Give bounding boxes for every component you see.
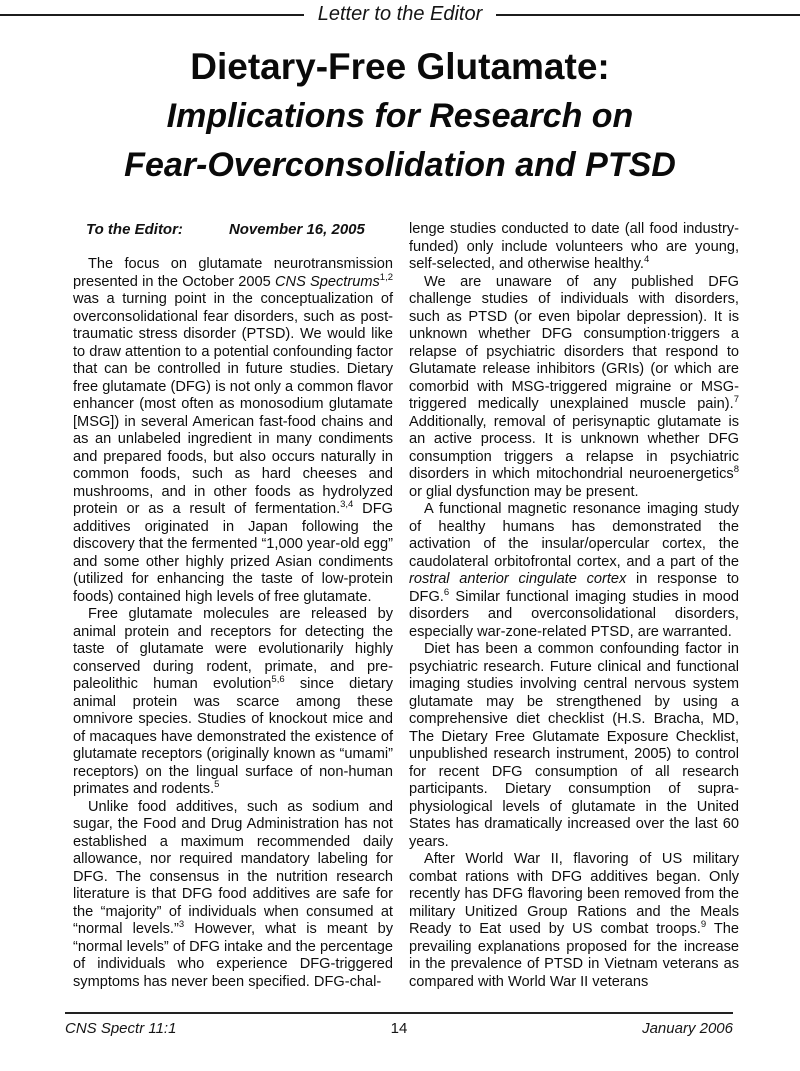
paragraph — [409, 274, 739, 502]
text-segment: in response to DFG. — [409, 571, 739, 605]
page-footer — [65, 1012, 733, 1037]
text-segment: Similar functional imaging studies in mood disorders and overconsolidational disorders, especially war-zone-related PTSD, are warranted. — [409, 588, 739, 640]
running-head — [0, 3, 800, 26]
article-body — [0, 221, 800, 991]
reference-superscript: 3 — [178, 919, 185, 931]
footer-issue-date: January 2006 — [642, 1020, 733, 1037]
reference-superscript: 4 — [643, 254, 650, 266]
text-segment: The prevailing explanations proposed for the increase in the prevalence of PTSD in Vietnam veterans as compared with World War II veterans — [409, 921, 739, 990]
right-column-paragraphs — [409, 221, 739, 991]
right-column — [409, 221, 739, 991]
reference-superscript: 1,2 — [379, 271, 393, 283]
left-column — [73, 221, 393, 991]
reference-superscript: 5,6 — [271, 674, 285, 686]
running-head-title: Letter to the Editor — [317, 3, 483, 25]
text-segment: We are unaware of any published DFG challenge studies of individuals with disorders, such as PTSD (or even bipolar depression). It is unknown whether DFG consumption·triggers a relapse of psychiatric disorders that respond to Glutamate release inhibitors (GRIs) (or which are comorbid with MSG-triggered migraine or MSG-triggered medically unexplained muscle pain). — [409, 273, 739, 412]
text-segment: After World War II, flavoring of US military combat rations with DFG additives began. Only recently has DFG flavoring been removed from the military Unitized Group Rations and the Meals Ready to Eat used by US combat troops. — [409, 851, 739, 937]
text-segment: Diet has been a common confounding factor in psychiatric research. Future clinical and functional imaging studies involving central nervous system glutamate may be strengthened by using a comprehensive diet checklist (H.S. Bracha, MD, The Dietary Free Glutamate Exposure Checklist, unpublished research instrument, 2005) to control for recent DFG consumption of all research participants. Dietary consumption of supra-physiological levels of glutamate in the United States has dramatically increased over the last 60 years. — [409, 641, 739, 850]
salutation: To the Editor: — [86, 221, 183, 238]
reference-superscript: 3,4 — [340, 499, 354, 511]
article-title-line1: Dietary-Free Glutamate: — [190, 46, 610, 87]
reference-superscript: 5 — [214, 779, 220, 791]
text-segment: since dietary animal protein was scarce among these omnivore species. Studies of knockout mice and of macaques have demonstrated the existence of glutamate receptors (originally known as “umami” receptors) on the lingual surface of non-human primates and rodents. — [73, 676, 393, 797]
text-segment: rostral anterior cingulate cortex — [409, 571, 627, 587]
running-head-rule-right — [496, 14, 800, 16]
paragraph — [409, 221, 739, 274]
text-segment: CNS Spectrums — [275, 273, 380, 290]
text-segment: However, what is meant by “normal levels” of DFG intake and the percentage of individuals who experience DFG-triggered symptoms has never been specified. DFG-chal- — [73, 921, 394, 990]
reference-superscript: 9 — [700, 919, 707, 931]
paragraph — [409, 851, 739, 991]
text-segment: A functional magnetic resonance imaging study of healthy humans has demonstrated the activation of the insular/opercular cortex, the caudolateral orbitofrontal cortex, and a part of the — [409, 501, 739, 570]
paragraph — [73, 606, 393, 799]
paragraph — [73, 799, 393, 992]
footer-journal: CNS Spectr 11:1 — [65, 1020, 177, 1037]
reference-superscript: 8 — [733, 464, 739, 476]
text-segment: Additionally, removal of perisynaptic glutamate is an active process. It is unknown whether DFG consumption triggers a relapse in psychiatric disorders in which mitochondrial neuroenergetics — [409, 413, 739, 482]
reference-superscript: 7 — [733, 394, 739, 406]
text-segment: lenge studies conducted to date (all food industry-funded) only include volunteers who are young, self-selected, and otherwise healthy. — [409, 221, 739, 272]
reference-superscript: 6 — [443, 586, 450, 598]
footer-page-number: 14 — [390, 1020, 408, 1037]
paragraph — [409, 641, 739, 851]
text-segment: was a turning point in the conceptualization of overconsolidational fear disorders, such as post-traumatic stress disorder (PTSD). We would like to draw attention to a potential confounding factor that can be controlled in future studies. Dietary free glutamate (DFG) is not only a common flavor enhancer (most often as monosodium glutamate [MSG]) in several American fast-food chains and as an unlabeled ingredient in many condiments and prepared foods, but also occurs naturally in common foods, such as hard cheeses and mushrooms, and in other foods as hydrolyzed protein or as a result of fermentation. — [73, 291, 393, 517]
article-title — [0, 42, 800, 190]
text-segment: Free glutamate molecules are released by animal protein and receptors for detecting the taste of glutamate were evolutionarily highly conserved during rodent, primate, and pre-paleolithic human evolution — [73, 606, 393, 692]
letter-date: November 16, 2005 — [228, 221, 365, 238]
text-segment: DFG additives originated in Japan following the discovery that the fermented “1,000 year-old egg” and some other highly prized Asian condiments (utilized for enhancing the taste of low-protein foods) contained high levels of free glutamate. — [73, 501, 393, 605]
left-column-paragraphs — [73, 256, 393, 991]
text-segment: The focus on glutamate neurotransmission presented in the October 2005 — [73, 256, 393, 290]
article-title-line3: Fear-Overconsolidation and PTSD — [124, 146, 676, 184]
paragraph — [73, 256, 393, 606]
running-head-rule-left — [0, 14, 304, 16]
paragraph — [409, 501, 739, 641]
article-title-line2: Implications for Research on — [166, 97, 634, 135]
text-segment: Unlike food additives, such as sodium and sugar, the Food and Drug Administration has not established a maximum recommended daily allowance, nor required mandatory labeling for DFG. The consensus in the nutrition research literature is that DFG food additives are safe for the “majority” of individuals when consumed at “normal levels.” — [73, 798, 393, 937]
text-segment: or glial dysfunction may be present. — [409, 483, 639, 500]
letter-meta — [73, 221, 393, 238]
